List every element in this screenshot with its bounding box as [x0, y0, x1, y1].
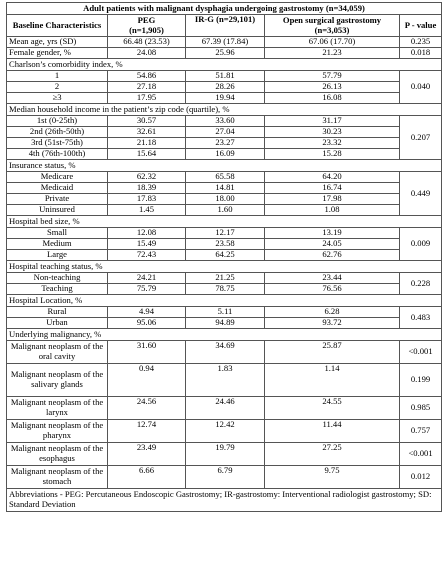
section-header-row: [7, 104, 442, 116]
table-row: [7, 149, 442, 160]
cell-open: 15.28: [265, 149, 400, 160]
table-row: [7, 443, 442, 466]
cell-irg: 78.75: [186, 284, 265, 295]
row-label: 4th (76th-100th): [7, 149, 108, 160]
table-row: [7, 273, 442, 284]
cell-open: 17.98: [265, 194, 400, 205]
cell-open: 13.19: [265, 228, 400, 239]
table-row: [7, 205, 442, 216]
cell-irg: 51.81: [186, 71, 265, 82]
row-label: 2nd (26th-50th): [7, 127, 108, 138]
section-header-row: [7, 295, 442, 307]
cell-peg: 62.32: [108, 172, 186, 183]
cell-peg: 23.49: [108, 443, 186, 466]
section-title: Hospital bed size, %: [7, 216, 442, 228]
cell-open: 9.75: [265, 466, 400, 489]
cell-open: 16.08: [265, 93, 400, 104]
cell-p: 0.235: [400, 37, 442, 48]
cell-p: 0.228: [400, 273, 442, 295]
cell-peg: 66.48 (23.53): [108, 37, 186, 48]
cell-irg: 12.17: [186, 228, 265, 239]
cell-irg: 21.25: [186, 273, 265, 284]
cell-p: 0.207: [400, 116, 442, 160]
cell-open: 24.55: [265, 397, 400, 420]
header-p-value: P - value: [400, 15, 442, 37]
row-label: Medicare: [7, 172, 108, 183]
cell-open: 76.56: [265, 284, 400, 295]
table-row: [7, 364, 442, 397]
section-header-row: [7, 329, 442, 341]
cell-p: 0.985: [400, 397, 442, 420]
cell-open: 6.28: [265, 307, 400, 318]
row-label: Uninsured: [7, 205, 108, 216]
row-label: Malignant neoplasm of the larynx: [7, 397, 108, 420]
section-title: Hospital Location, %: [7, 295, 442, 307]
row-label: Medium: [7, 239, 108, 250]
cell-peg: 12.74: [108, 420, 186, 443]
table-row: [7, 307, 442, 318]
cell-p: <0.001: [400, 443, 442, 466]
cell-irg: 24.46: [186, 397, 265, 420]
header-peg-label: PEG: [137, 14, 156, 25]
table-row: [7, 127, 442, 138]
row-label: Urban: [7, 318, 108, 329]
row-label: Female gender, %: [7, 48, 108, 59]
cell-peg: 17.83: [108, 194, 186, 205]
table-row: [7, 172, 442, 183]
table-row: [7, 239, 442, 250]
row-label: Malignant neoplasm of the pharynx: [7, 420, 108, 443]
cell-irg: 27.04: [186, 127, 265, 138]
table-row: [7, 71, 442, 82]
cell-irg: 6.79: [186, 466, 265, 489]
cell-peg: 1.45: [108, 205, 186, 216]
cell-open: 24.05: [265, 239, 400, 250]
row-label: 1: [7, 71, 108, 82]
section-header-row: [7, 216, 442, 228]
cell-irg: 28.26: [186, 82, 265, 93]
section-title: Insurance status, %: [7, 160, 442, 172]
table-row: [7, 250, 442, 261]
cell-peg: 0.94: [108, 364, 186, 397]
cell-irg: 14.81: [186, 183, 265, 194]
table-row: [7, 466, 442, 489]
cell-irg: 12.42: [186, 420, 265, 443]
row-label: Small: [7, 228, 108, 239]
row-label: 2: [7, 82, 108, 93]
section-title: Median household income in the patient’s zip code (quartile), %: [7, 104, 442, 116]
cell-open: 23.44: [265, 273, 400, 284]
cell-peg: 17.95: [108, 93, 186, 104]
section-header-row: [7, 261, 442, 273]
cell-open: 1.14: [265, 364, 400, 397]
table-title: Adult patients with malignant dysphagia undergoing gastrostomy (n=34,059): [7, 3, 442, 15]
table-row: [7, 228, 442, 239]
cell-open: 62.76: [265, 250, 400, 261]
row-label: Non-teaching: [7, 273, 108, 284]
row-label: Malignant neoplasm of the stomach: [7, 466, 108, 489]
cell-peg: 24.21: [108, 273, 186, 284]
header-open-n: (n=3,053): [314, 24, 350, 35]
cell-irg: 65.58: [186, 172, 265, 183]
cell-p: 0.483: [400, 307, 442, 329]
row-label: Malignant neoplasm of the oral cavity: [7, 341, 108, 364]
cell-peg: 6.66: [108, 466, 186, 489]
cell-open: 57.79: [265, 71, 400, 82]
header-irg: IR-G (n=29,101): [186, 15, 265, 37]
cell-open: 23.32: [265, 138, 400, 149]
header-peg: [108, 15, 186, 37]
cell-irg: 16.09: [186, 149, 265, 160]
row-label: 3rd (51st-75th): [7, 138, 108, 149]
section-title: Hospital teaching status, %: [7, 261, 442, 273]
table-row: [7, 284, 442, 295]
table-row: [7, 138, 442, 149]
row-label: Mean age, yrs (SD): [7, 37, 108, 48]
cell-peg: 31.60: [108, 341, 186, 364]
header-peg-n: (n=1,905): [129, 24, 164, 35]
table-row: [7, 37, 442, 48]
row-label: Private: [7, 194, 108, 205]
table-row: [7, 341, 442, 364]
cell-peg: 15.64: [108, 149, 186, 160]
cell-open: 64.20: [265, 172, 400, 183]
table-row: [7, 183, 442, 194]
section-title: Charlson’s comorbidity index, %: [7, 59, 442, 71]
cell-p: 0.018: [400, 48, 442, 59]
table-row: [7, 93, 442, 104]
row-label: Teaching: [7, 284, 108, 295]
section-header-row: [7, 59, 442, 71]
cell-peg: 24.08: [108, 48, 186, 59]
table-row: [7, 397, 442, 420]
cell-irg: 18.00: [186, 194, 265, 205]
cell-open: 11.44: [265, 420, 400, 443]
cell-irg: 94.89: [186, 318, 265, 329]
table-row: [7, 318, 442, 329]
cell-peg: 27.18: [108, 82, 186, 93]
cell-p: 0.012: [400, 466, 442, 489]
table-row: [7, 116, 442, 127]
cell-irg: 19.94: [186, 93, 265, 104]
cell-open: 67.06 (17.70): [265, 37, 400, 48]
footnote: Abbreviations - PEG: Percutaneous Endoscopic Gastrostomy; IR-gastrostomy: Interventional radiologist gastrostomy; SD: Standard Deviation: [7, 489, 442, 512]
section-title: Underlying malignancy, %: [7, 329, 442, 341]
table-row: [7, 420, 442, 443]
cell-peg: 21.18: [108, 138, 186, 149]
cell-irg: 67.39 (17.84): [186, 37, 265, 48]
cell-open: 30.23: [265, 127, 400, 138]
row-label: Medicaid: [7, 183, 108, 194]
cell-peg: 12.08: [108, 228, 186, 239]
row-label: Malignant neoplasm of the esophagus: [7, 443, 108, 466]
cell-peg: 95.06: [108, 318, 186, 329]
cell-irg: 1.60: [186, 205, 265, 216]
table-row: [7, 194, 442, 205]
cell-irg: 5.11: [186, 307, 265, 318]
cell-irg: 64.25: [186, 250, 265, 261]
header-baseline: Baseline Characteristics: [7, 15, 108, 37]
cell-peg: 24.56: [108, 397, 186, 420]
cell-irg: 1.83: [186, 364, 265, 397]
cell-peg: 32.61: [108, 127, 186, 138]
cell-p: 0.199: [400, 364, 442, 397]
cell-peg: 15.49: [108, 239, 186, 250]
cell-irg: 25.96: [186, 48, 265, 59]
table-container: [6, 2, 441, 512]
cell-open: 25.87: [265, 341, 400, 364]
cell-peg: 18.39: [108, 183, 186, 194]
cell-p: 0.757: [400, 420, 442, 443]
cell-peg: 4.94: [108, 307, 186, 318]
table-row: [7, 48, 442, 59]
cell-irg: 33.60: [186, 116, 265, 127]
cell-irg: 34.69: [186, 341, 265, 364]
cell-open: 21.23: [265, 48, 400, 59]
cell-peg: 30.57: [108, 116, 186, 127]
cell-open: 1.08: [265, 205, 400, 216]
cell-open: 26.13: [265, 82, 400, 93]
cell-peg: 72.43: [108, 250, 186, 261]
row-label: 1st (0-25th): [7, 116, 108, 127]
cell-peg: 54.86: [108, 71, 186, 82]
cell-p: <0.001: [400, 341, 442, 364]
header-open-label: Open surgical gastrostomy: [282, 14, 382, 25]
cell-open: 93.72: [265, 318, 400, 329]
cell-open: 27.25: [265, 443, 400, 466]
cell-open: 16.74: [265, 183, 400, 194]
cell-open: 31.17: [265, 116, 400, 127]
cell-irg: 19.79: [186, 443, 265, 466]
row-label: Malignant neoplasm of the salivary glands: [7, 364, 108, 397]
cell-peg: 75.79: [108, 284, 186, 295]
header-open: [265, 15, 400, 37]
cell-p: 0.449: [400, 172, 442, 216]
section-header-row: [7, 160, 442, 172]
cell-p: 0.009: [400, 228, 442, 261]
table-row: [7, 82, 442, 93]
row-label: Rural: [7, 307, 108, 318]
cell-irg: 23.27: [186, 138, 265, 149]
row-label: ≥3: [7, 93, 108, 104]
cell-irg: 23.58: [186, 239, 265, 250]
cell-p: 0.040: [400, 71, 442, 104]
baseline-characteristics-table: [6, 2, 442, 512]
row-label: Large: [7, 250, 108, 261]
